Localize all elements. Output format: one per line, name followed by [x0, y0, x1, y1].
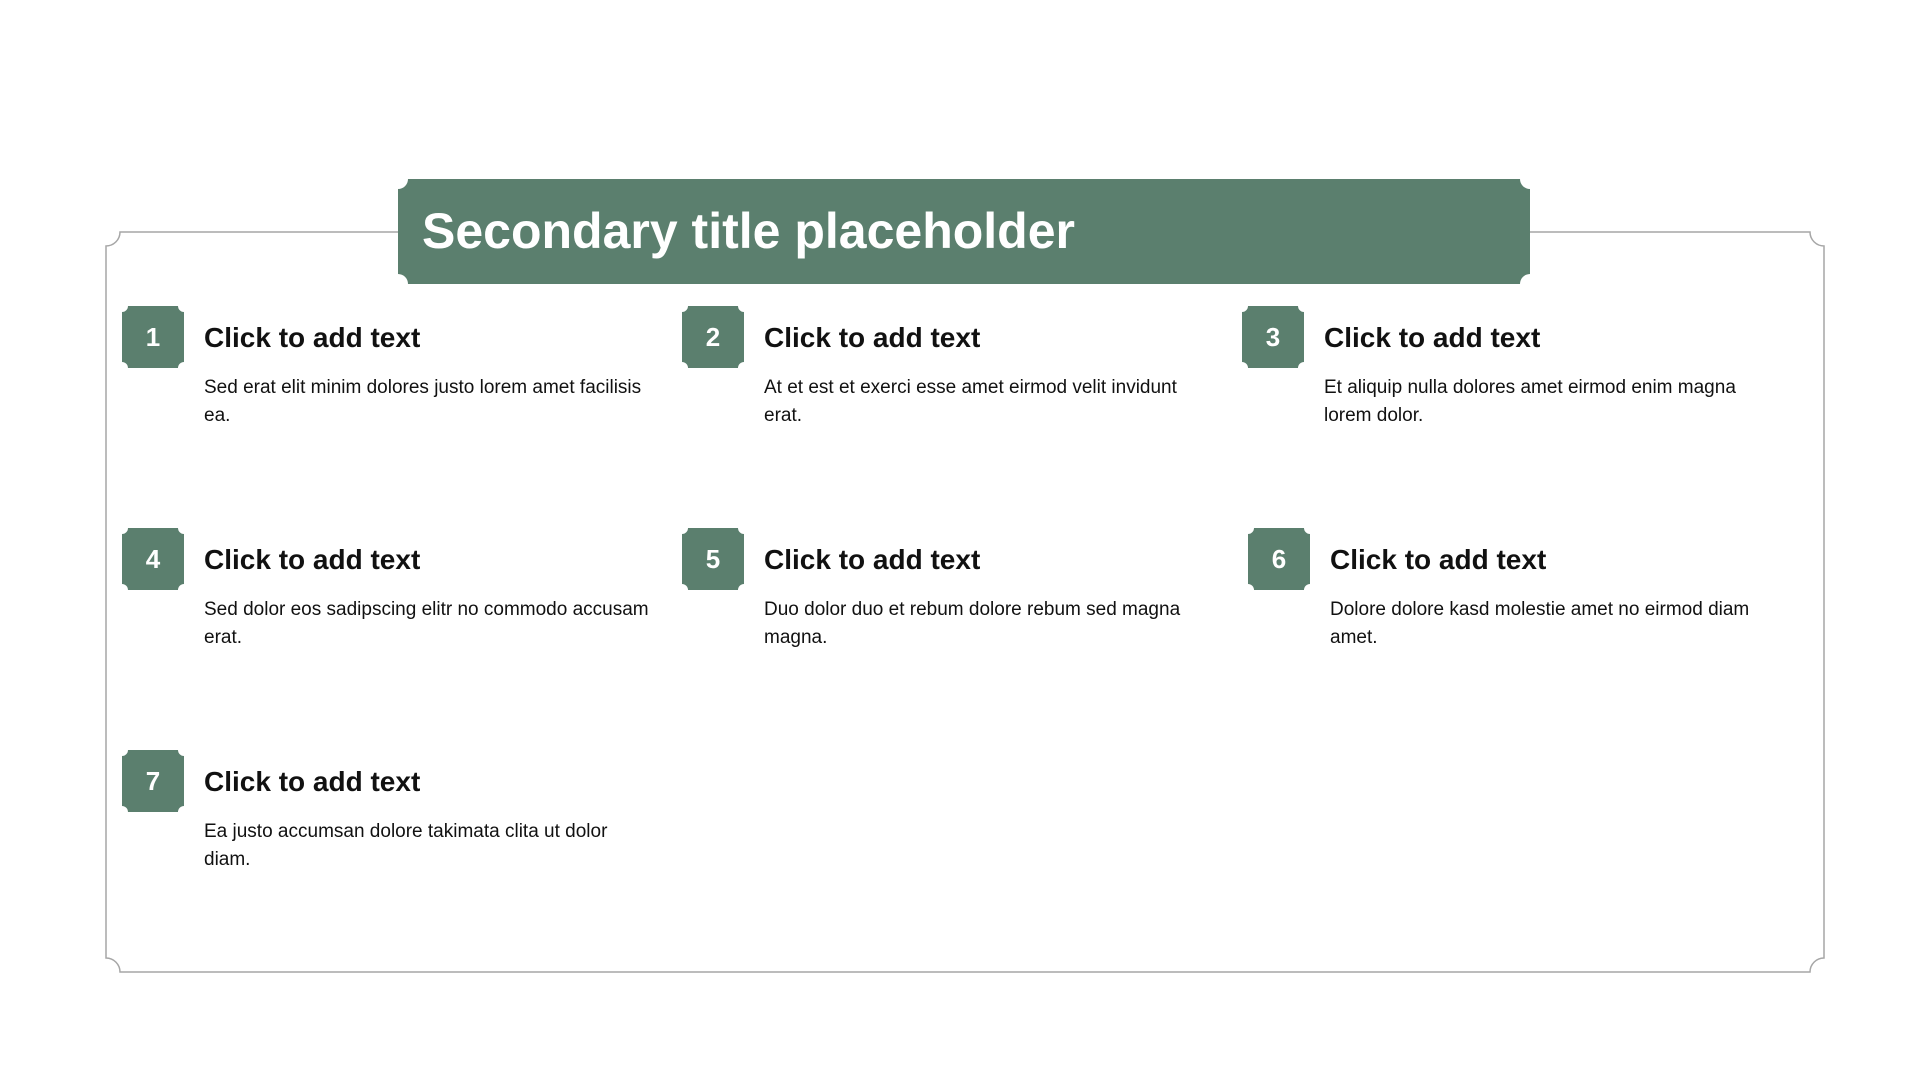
item-description[interactable]: Duo dolor duo et rebum dolore rebum sed magna magna.: [764, 599, 1181, 648]
badge-number: 7: [145, 766, 161, 796]
item-description[interactable]: Dolore dolore kasd molestie amet no eirmod diam amet.: [1330, 599, 1750, 648]
item-title[interactable]: Click to add text: [1330, 544, 1547, 575]
badge-number: 6: [1271, 544, 1287, 574]
list-item: [122, 528, 649, 688]
item-title[interactable]: Click to add text: [764, 544, 981, 575]
number-badge: [1248, 528, 1310, 590]
list-item: [682, 306, 1182, 466]
number-badge: [122, 528, 184, 590]
list-item: [1248, 528, 1748, 688]
number-badge: [682, 528, 744, 590]
badge-number: 1: [145, 322, 161, 352]
item-title[interactable]: Click to add text: [204, 322, 421, 353]
item-description[interactable]: Sed erat elit minim dolores justo lorem amet facilisis ea.: [204, 377, 642, 426]
badge-number: 2: [705, 322, 721, 352]
number-badge: [122, 306, 184, 368]
item-title[interactable]: Click to add text: [204, 544, 421, 575]
item-description[interactable]: Sed dolor eos sadipscing elitr no commodo accusam erat.: [204, 599, 649, 648]
list-item: [682, 528, 1182, 688]
number-badge: [1242, 306, 1304, 368]
item-title[interactable]: Click to add text: [204, 766, 421, 797]
badge-number: 4: [145, 544, 161, 574]
item-description[interactable]: Ea justo accumsan dolore takimata clita ut dolor diam.: [204, 821, 608, 870]
number-badge: [682, 306, 744, 368]
badge-number: 5: [705, 544, 721, 574]
item-description[interactable]: At et est et exerci esse amet eirmod velit invidunt erat.: [764, 377, 1177, 426]
title-banner: [398, 179, 1530, 284]
list-item: [1242, 306, 1742, 466]
list-item: [122, 306, 642, 466]
number-badge: [122, 750, 184, 812]
item-title[interactable]: Click to add text: [764, 322, 981, 353]
item-description[interactable]: Et aliquip nulla dolores amet eirmod enim magna lorem dolor.: [1324, 377, 1736, 426]
item-title[interactable]: Click to add text: [1324, 322, 1541, 353]
badge-number: 3: [1265, 322, 1281, 352]
list-item: [122, 750, 622, 910]
slide-title[interactable]: Secondary title placeholder: [422, 203, 1075, 259]
